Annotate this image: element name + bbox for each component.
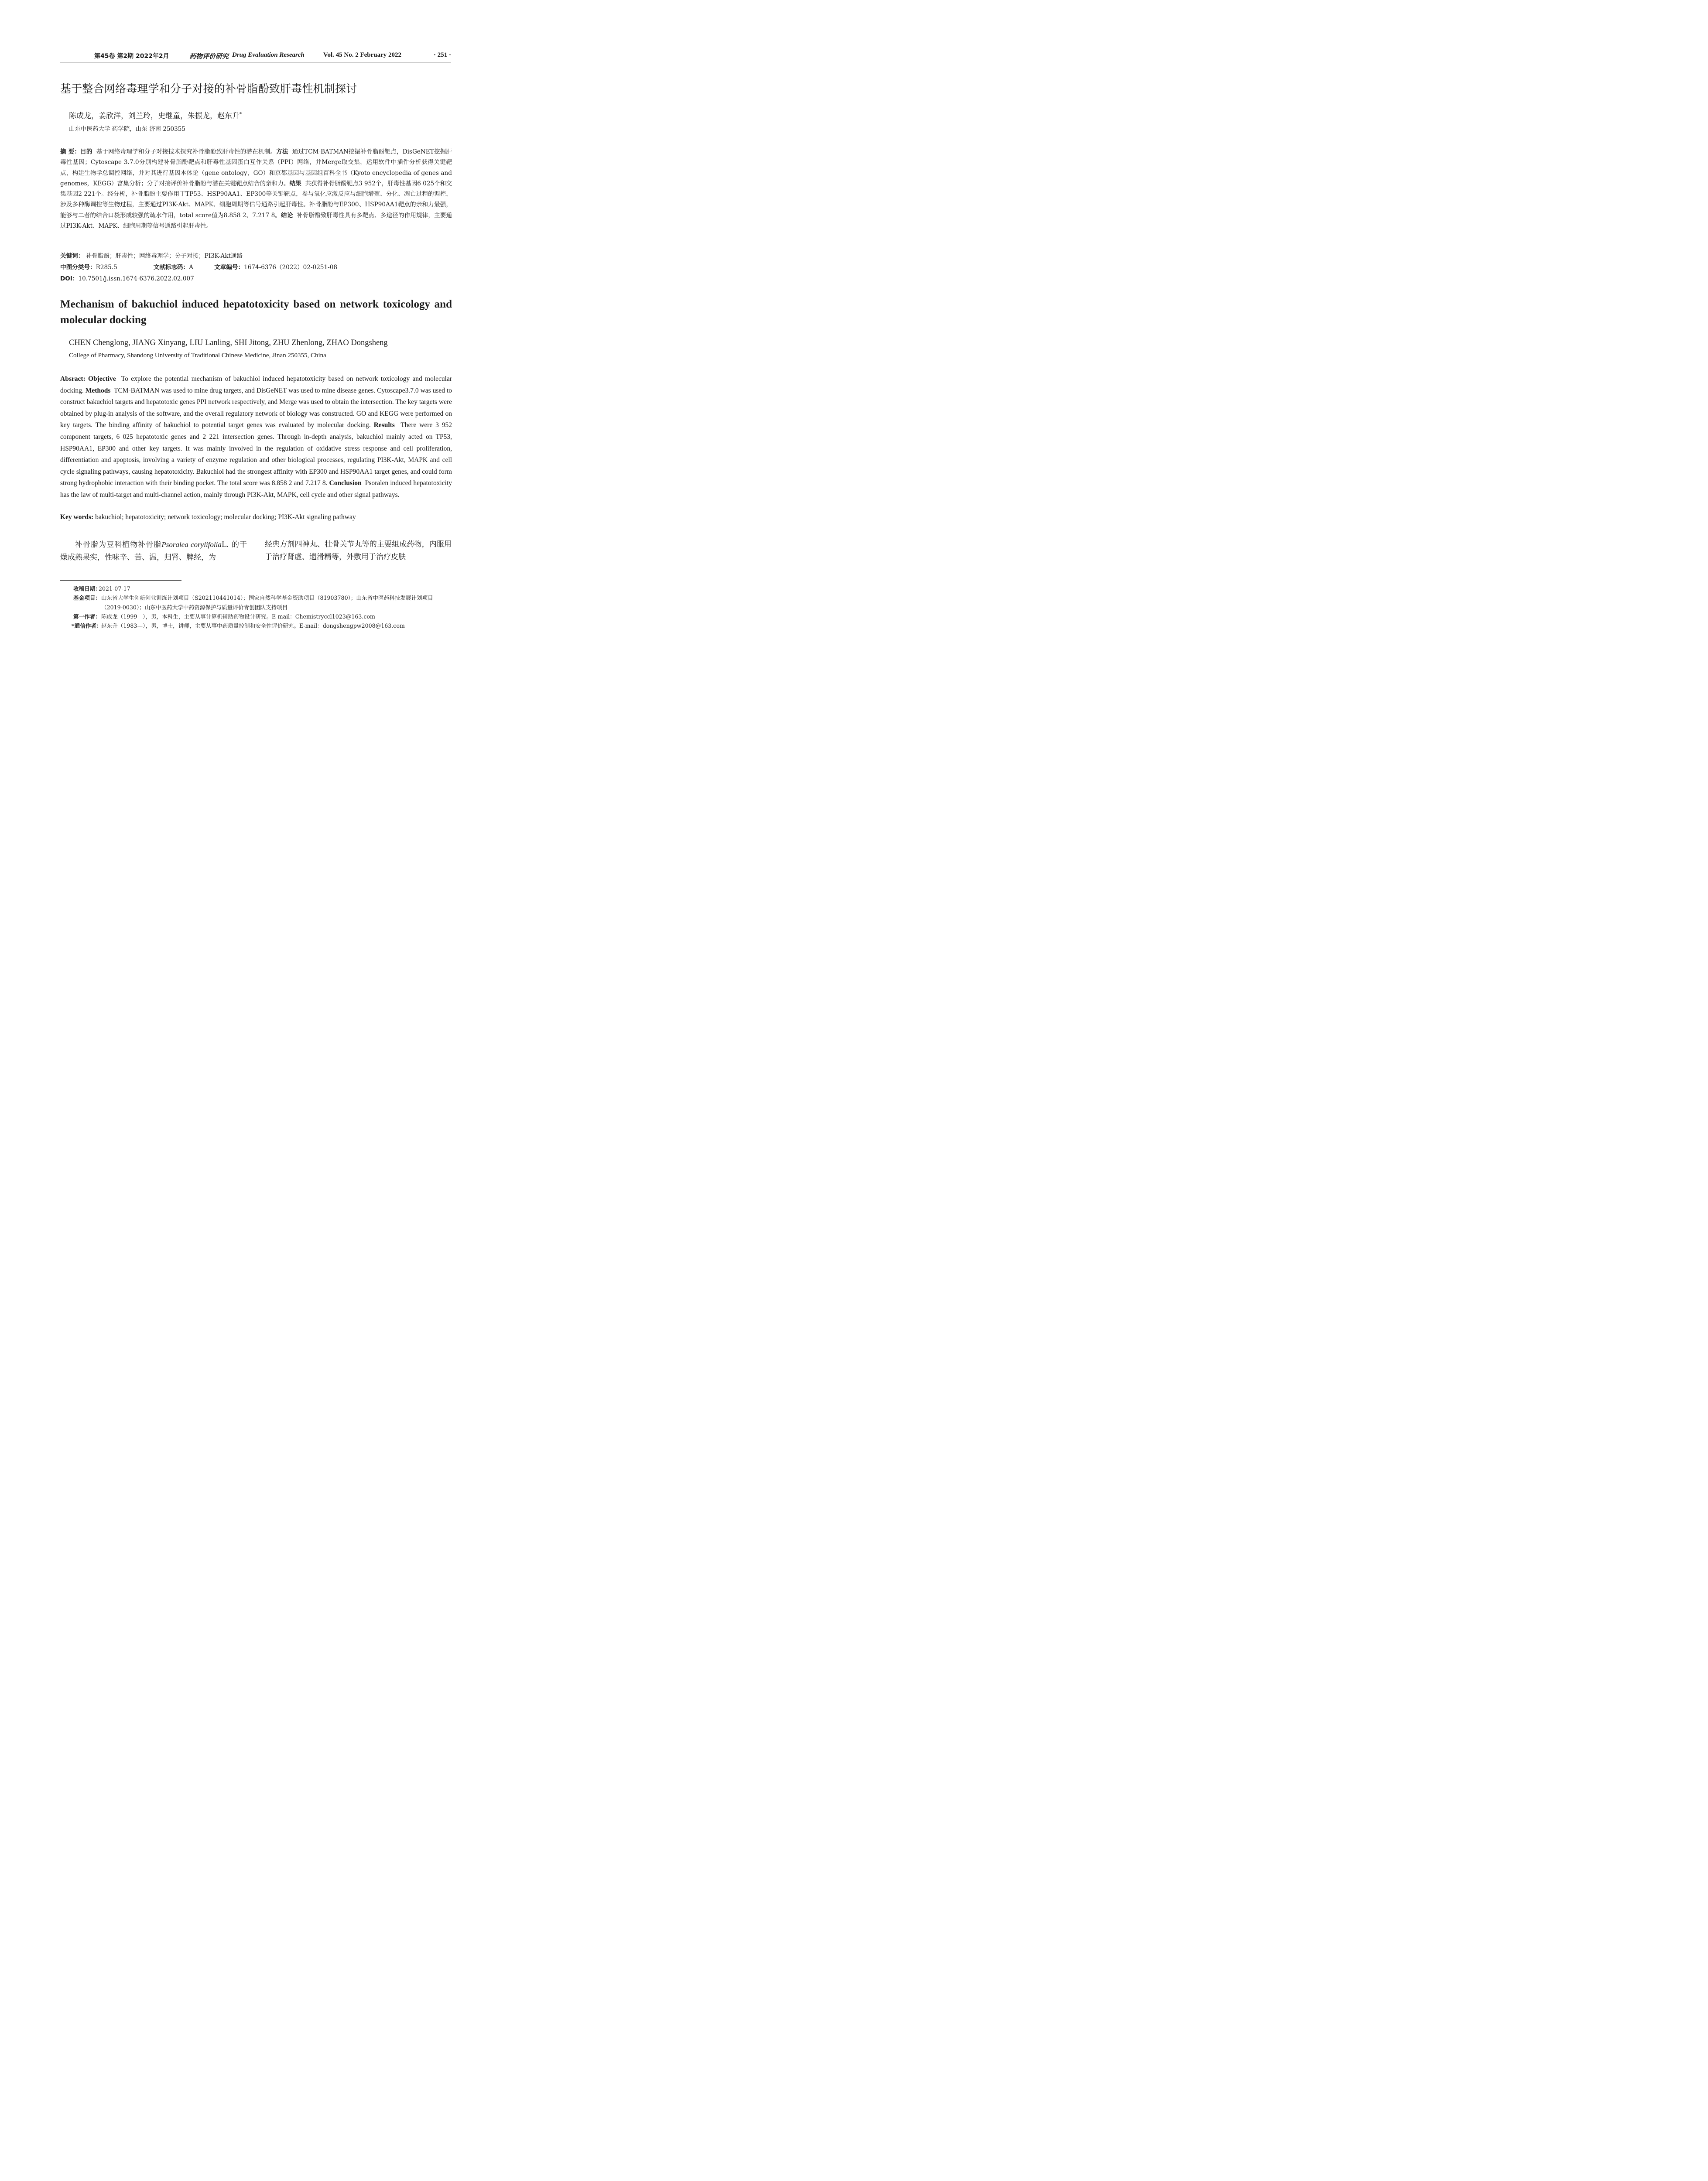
results-label-cn: 结果 (289, 180, 301, 187)
abstract-cn-label: 摘 要： (60, 148, 81, 155)
footnote-received (73, 584, 452, 593)
fund-text: 山东省大学生创新创业训练计划项目（S202110441014）；国家自然科学基金资助项目（81903780）；山东省中医药科技发展计划项目（2019-0030）；山东中医药大学中药资源保护与质量评价青创团队支持项目 (101, 595, 433, 611)
objective-en: To explore the potential mechanism of bakuchiol induced hepatotoxicity based on network toxicology and molecular docking. (60, 375, 452, 394)
results-cn: 共获得补骨脂酚靶点3 952个，肝毒性基因6 025个和交集基因2 221个。经分析，补骨脂酚主要作用于TP53、HSP90AA1、EP300等关键靶点，参与氧化应激反应与细胞增殖、分化、凋亡过程的调控，涉及多种酶调控等生物过程，主要通过PI3K-Akt、MAPK、细胞周期等信号通路引起肝毒性。补骨脂酚与EP300、HSP90AA1靶点的亲和力最强，能够与二者的结合口袋形成较强的疏水作用，total score值为8.858 2、7.217 8。 (60, 180, 452, 219)
doi-value: 10.7501/j.issn.1674-6376.2022.02.007 (78, 275, 194, 282)
methods-label-cn: 方法 (276, 148, 288, 155)
clc-value: R285.5 (96, 264, 117, 271)
conclusion-en: Psoralen induced hepatotoxicity has the law of multi-target and multi-channel action, mainly through PI3K-Akt, MAPK, cell cycle and other signal pathways. (60, 479, 452, 499)
body-text-left-2: L. 的干燥成熟果实，性味辛、苦、温，归肾、脾经，为 (60, 540, 247, 562)
article-number-label: 文章编号： (214, 264, 244, 271)
journal-logo: 药物评价研究 (189, 52, 229, 60)
affiliation-cn: 山东中医药大学 药学院，山东 济南 250355 (69, 126, 185, 133)
article-number-value: 1674-6376（2022）02-0251-08 (244, 264, 338, 271)
latin-name: Psoralea corylifolia (161, 540, 222, 549)
journal-name-en: Drug Evaluation Research (232, 51, 305, 58)
body-column-right: 经典方剂四神丸、壮骨关节丸等的主要组成药物，内服用于治疗肾虚、遗滑精等，外敷用于治疗皮肤 (265, 540, 452, 561)
footnote-first-author (73, 612, 452, 621)
keywords-cn-text: 补骨脂酚；肝毒性；网络毒理学；分子对接；PI3K-Akt通路 (86, 253, 243, 260)
doc-code-value: A (189, 264, 193, 271)
article-meta-cn (60, 250, 452, 284)
journal-page (0, 0, 506, 677)
first-author-label: 第一作者： (73, 613, 101, 620)
received-date: 2021-07-17 (99, 585, 130, 592)
affiliation-en: College of Pharmacy, Shandong University of Traditional Chinese Medicine, Jinan 250355, China (69, 352, 326, 359)
issue-info-en: Vol. 45 No. 2 February 2022 (323, 51, 402, 58)
first-author-text: 陈成龙（1999—），男，本科生，主要从事计算机辅助药物设计研究。E-mail：Chemistryccl1023@163.com (101, 613, 375, 620)
abstract-cn (60, 147, 452, 231)
abstract-en-label: Absract: (60, 375, 86, 383)
authors-cn (69, 109, 242, 120)
keywords-en-label: Key words: (60, 513, 94, 521)
body-text-left-1: 补骨脂为豆科植物补骨脂 (75, 540, 162, 549)
results-label-en: Results (373, 421, 395, 429)
methods-label-en: Methods (85, 386, 111, 394)
page-number: · 251 · (433, 51, 451, 58)
footnote-divider (60, 580, 181, 581)
issue-info-cn: 第45卷 第2期 2022年2月 (94, 53, 169, 60)
title-en: Mechanism of bakuchiol induced hepatotoxicity based on network toxicology and molecular docking (60, 298, 452, 326)
received-label: 收稿日期： (73, 585, 101, 592)
objective-label-en: Objective (88, 375, 116, 383)
corresponding-label: *通信作者： (72, 622, 102, 629)
footnote-fund (73, 593, 452, 612)
keywords-cn-label: 关键词： (60, 253, 84, 260)
title-cn: 基于整合网络毒理学和分子对接的补骨脂酚致肝毒性机制探讨 (60, 82, 357, 95)
keywords-cn (60, 250, 452, 262)
methods-cn: 通过TCM-BATMAN挖掘补骨脂酚靶点，DisGeNET挖掘肝毒性基因；Cytoscape 3.7.0分别构建补骨脂酚靶点和肝毒性基因蛋白互作关系（PPI）网络，并Merge取交集，运用软件中插件分析获得关键靶点，构建生物学总调控网络，并对其进行基因本体论（gene ontology，GO）和京都基因与基因组百科全书（Kyoto encyclopedia of genes and genomes，KEGG）富集分析；分子对接评价补骨脂酚与潜在关键靶点结合的亲和力。 (60, 148, 452, 187)
authors-en: CHEN Chenglong, JIANG Xinyang, LIU Lanling, SHI Jitong, ZHU Zhenlong, ZHAO Dongsheng (69, 338, 388, 347)
body-column-left (60, 538, 247, 564)
running-header (60, 49, 451, 62)
conclusion-label-cn: 结论 (281, 212, 293, 219)
corresponding-text: 赵东升（1983—），男，博士，讲师，主要从事中药质量控制和安全性评价研究。E-mail：dongshengpw2008@163.com (101, 622, 405, 629)
results-en: There were 3 952 component targets, 6 025 hepatotoxic genes and 2 221 intersection genes. Through in-depth analysis, bakuchiol mainly acted on TP53, HSP90AA1, EP300 and other key targets. It was mainly involved in the regulation of oxidative stress response and cell proliferation, differentiation and apoptosis, involving a variety of enzyme regulation and other biological processes, regulating PI3K-Akt, MAPK and cell cycle signaling pathways, causing hepatotoxicity. Bakuchiol had the strongest affinity with EP300 and HSP90AA1 target genes, and could form strong hydrophobic interaction with their binding pocket. The total score was 8.858 2 and 7.217 8. (60, 421, 452, 487)
abstract-en (60, 373, 452, 501)
classification-line (60, 262, 452, 273)
conclusion-label-en: Conclusion (329, 479, 362, 487)
objective-cn: 基于网络毒理学和分子对接技术探究补骨脂酚致肝毒性的潜在机制。 (96, 148, 277, 155)
fund-label: 基金项目： (73, 595, 101, 602)
authors-cn-names: 陈成龙，姜欣洋，刘兰玲，史继童，朱振龙，赵东升 (69, 112, 240, 120)
footnote-corresponding (73, 621, 452, 630)
footnotes (73, 584, 452, 630)
clc-label: 中图分类号： (60, 264, 96, 271)
keywords-en-text: bakuchiol; hepatotoxicity; network toxicology; molecular docking; PI3K-Akt signaling pathway (95, 513, 356, 521)
keywords-en (60, 513, 452, 521)
doc-code-label: 文献标志码： (153, 264, 189, 271)
doi-line (60, 273, 452, 284)
corresponding-mark: * (240, 112, 242, 117)
conclusion-cn: 补骨脂酚致肝毒性具有多靶点、多途径的作用规律，主要通过PI3K-Akt、MAPK、细胞周期等信号通路引起肝毒性。 (60, 212, 452, 230)
objective-label-cn: 目的 (80, 148, 92, 155)
methods-en: TCM-BATMAN was used to mine drug targets, and DisGeNET was used to mine disease genes. Cytoscape3.7.0 was used to construct bakuchiol targets and hepatotoxic genes PPI network respectively, and Merge was used to obtain the intersection. The key targets were obtained by plug-in analysis of the software, and the overall regulatory network of biology was constructed. GO and KEGG were performed on key targets. The binding affinity of bakuchiol to potential target genes was evaluated by molecular docking. (60, 386, 452, 429)
doi-label: DOI： (60, 275, 79, 282)
